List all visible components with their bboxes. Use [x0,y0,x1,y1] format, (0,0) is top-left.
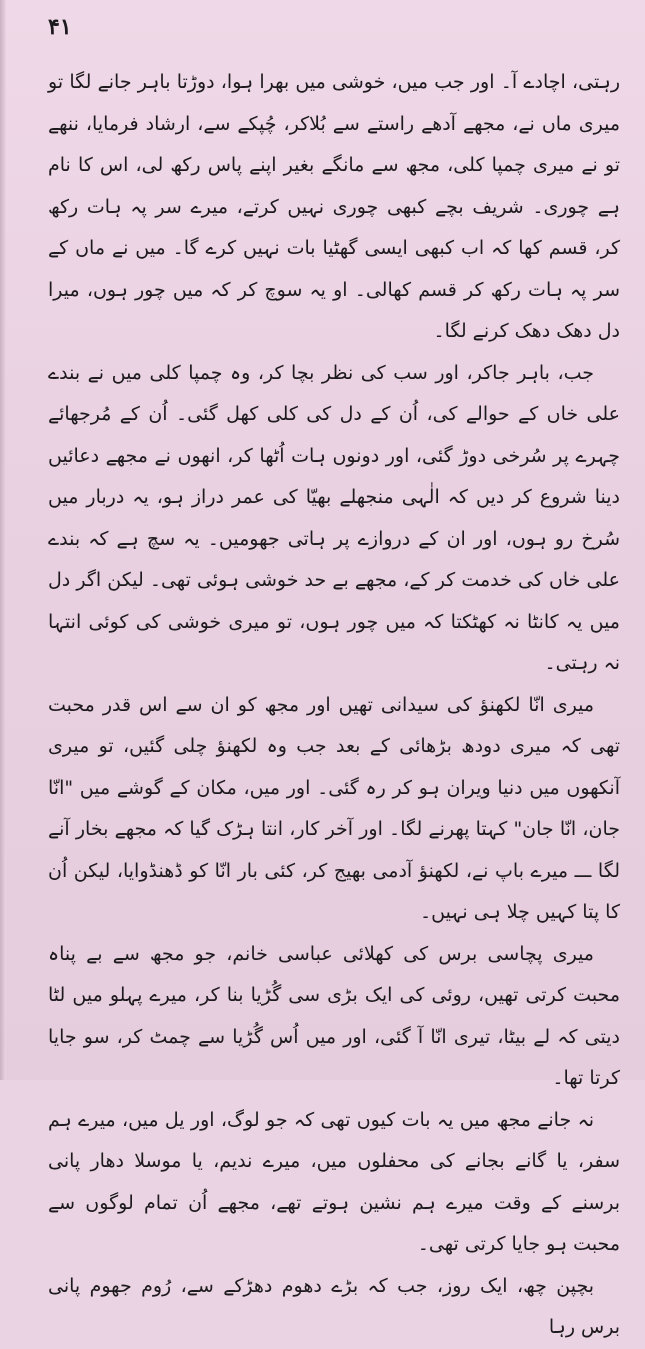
page-number: ۴۱ [48,14,72,40]
paragraph: جب، باہر جاکر، اور سب کی نظر بچا کر، وہ چمپا کلی میں نے بندے علی خاں کے حوالے کی، اُن کے دل کی کلی کھل گئی۔ اُن کے مُرجھائے چہرے پر سُرخی دوڑ گئی، اور دونوں ہات اُٹھا کر، انھوں نے مجھے دعائیں دینا شروع کر دیں کہ الٰہی منجھلے بھیّا کی عمر دراز ہو، یہ دربار میں سُرخ رو ہوں، اور ان کے دروازے پر ہاتی جھومیں۔ یہ سچ ہے کہ بندے علی خاں کی خدمت کر کے، مجھے بے حد خوشی ہوئی تھی۔ لیکن اگر دل میں یہ کانٹا نہ کھٹکتا کہ میں چور ہوں، تو میری خوشی کی کوئی انتہا نہ رہتی۔ [48,361,620,674]
paragraph: رہتی، اچادے آ۔ اور جب میں، خوشی میں بھرا ہوا، دوڑتا باہر جانے لگا تو میری ماں نے، مجھے آدھے راستے سے بُلاکر، چُپکے سے، ارشاد فرمایا، ننھے تو نے میری چمپا کلی، مجھ سے مانگے بغیر اپنے پاس رکھ لی، اس کا نام ہے چوری۔ شریف بچے کبھی چوری نہیں کرتے، میرے سر پہ ہات رکھ کر، قسم کھا کہ اب کبھی ایسی گھٹیا بات نہیں کرے گا۔ میں نے ماں کے سر پہ ہات رکھ کر قسم کھالی۔ او یہ سوچ کر کہ میں چور ہوں، میرا دل دھک دھک کرنے لگا۔ [48,71,620,342]
paragraph: نہ جانے مجھ میں یہ بات کیوں تھی کہ جو لوگ، اور یل میں، میرے ہم سفر، یا گانے بجانے کی محفلوں میں، میرے ندیم، یا موسلا دھار پانی برسنے کے وقت میرے ہم نشین ہوتے تھے، مجھے اُن تمام لوگوں سے محبت ہو جایا کرتی تھی۔ [48,1108,620,1255]
body-text [48,62,620,1349]
paragraph: بچپن چھ، ایک روز، جب کہ بڑے دھوم دھڑکے سے، رُوم جھوم پانی برس رہا [48,1274,620,1338]
page-edge-shadow [0,0,6,1080]
paragraph: میری انّا لکھنؤ کی سیدانی تھیں اور مجھ کو ان سے اس قدر محبت تھی کہ میری دودھ بڑھائی کے بعد جب وہ لکھنؤ چلی گئیں، تو میری آنکھوں میں دنیا ویران ہو کر رہ گئی۔ اور میں، مکان کے گوشے میں "انّا جان، انّا جان" کہتا پھرنے لگا۔ اور آخر کار، انتا ہڑک گیا کہ مجھے بخار آنے لگا ـــ میرے باپ نے، لکھنؤ آدمی بھیج کر، کئی بار انّا کو ڈھنڈوایا، لیکن اُن کا پتا کہیں چلا ہی نہیں۔ [48,693,620,923]
paragraph: میری پچاسی برس کی کھلائی عباسی خانم، جو مجھ سے بے پناہ محبت کرتی تھیں، روئی کی ایک بڑی سی گُڑیا بنا کر، میرے پہلو میں لٹا دیتی کہ لے بیٹا، تیری انّا آ گئی، اور میں اُس گُڑیا سے چمٹ کر، سو جایا کرتا تھا۔ [48,942,620,1089]
